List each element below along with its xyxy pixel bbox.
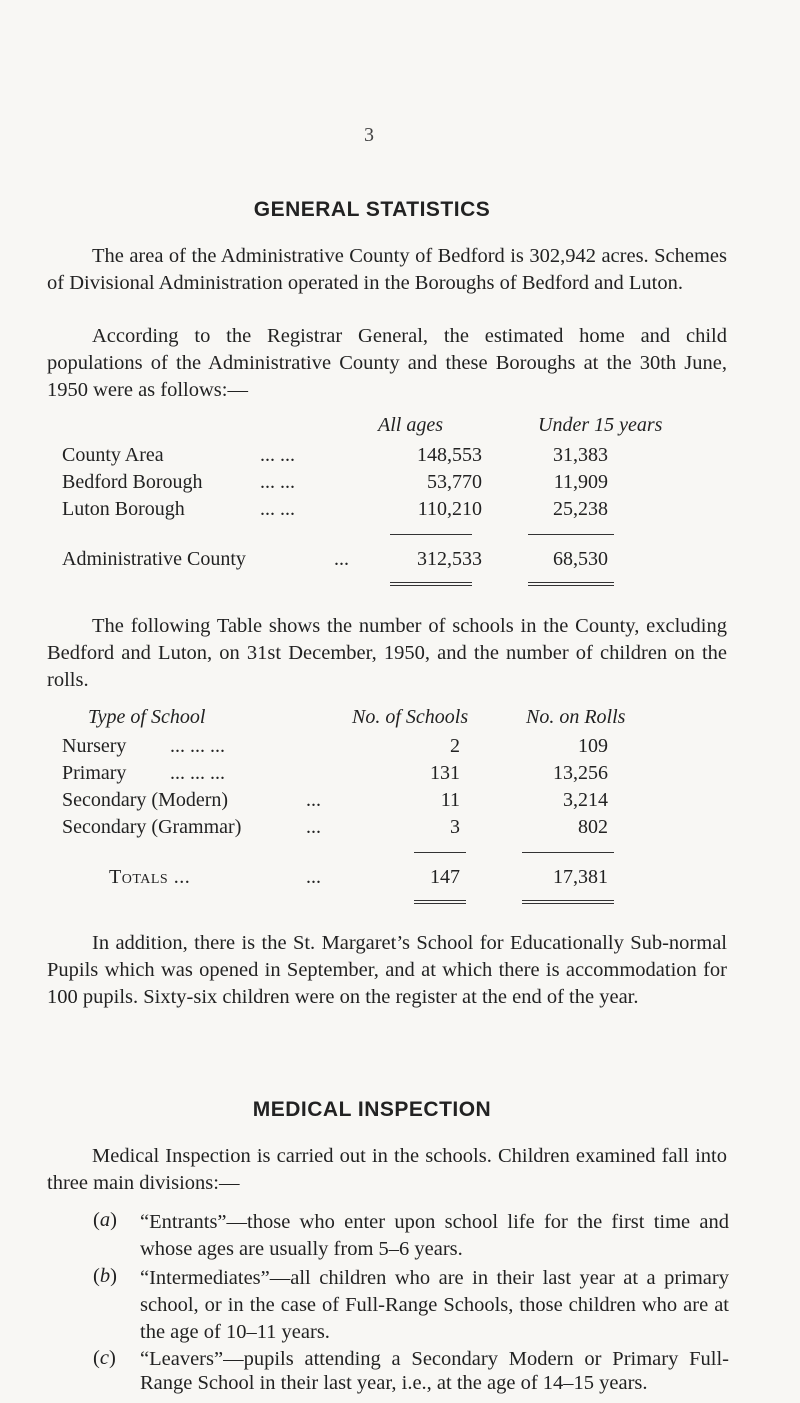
list-label: (b) [93,1265,117,1287]
total-double-rule [522,900,614,904]
total-under-15: 68,530 [553,548,608,570]
schools-count: 11 [440,789,460,811]
st-margarets-paragraph [47,930,727,1011]
population-text: According to the Registrar General, the estimated home and child populations of the Administrative County and these Boroughs at the 30th June, 1950 were as follows:— [47,325,727,401]
header-no-on-rolls: No. on Rolls [526,706,626,728]
total-label: Administrative County [62,548,246,570]
schools-count: 131 [430,762,460,784]
row-label: County Area [62,444,164,466]
schools-count: 3 [450,816,460,838]
row-dots: ... ... [260,444,295,466]
row-dots: ... [306,789,321,811]
under-15-value: 11,909 [553,471,608,493]
schools-intro-paragraph [47,613,727,694]
list-text: “Intermediates”—all children who are in their last year at a primary school, or in the case of Full-Range Schools, those children who are at the age of 10–11 years. [140,1267,729,1343]
rolls-count: 3,214 [563,789,608,811]
area-paragraph [47,243,727,297]
totals-dots: ... [306,866,321,888]
total-double-rule [528,582,614,586]
all-ages-value: 148,553 [417,444,482,466]
all-ages-value: 110,210 [417,498,482,520]
page-number: 3 [364,124,374,146]
st-margarets-text: In addition, there is the St. Margaret’s School for Educationally Sub-normal Pupils which was opened in September, and at which there is accommodation for 100 pupils. Sixty-six children were on the register at the end of the year. [47,932,727,1008]
row-dots: ... ... [260,498,295,520]
total-dots: ... [334,548,349,570]
school-type: Secondary (Modern) [62,789,229,811]
medical-intro-paragraph [47,1143,727,1197]
school-type: Primary [62,762,127,784]
total-all-ages: 312,533 [417,548,482,570]
header-type-of-school: Type of School [88,706,206,728]
row-dots: ... ... [260,471,295,493]
header-under-15: Under 15 years [538,414,663,436]
header-all-ages: All ages [378,414,443,436]
population-paragraph [47,323,727,404]
row-label: Bedford Borough [62,471,203,493]
total-double-rule [414,900,466,904]
total-double-rule [390,582,472,586]
medical-intro-text: Medical Inspection is carried out in the schools. Children examined fall into three main divisions:— [47,1145,727,1194]
row-dots: ... [306,816,321,838]
area-text: The area of the Administrative County of Bedford is 302,942 acres. Schemes of Divisional Administration operated in the Boroughs of Bedford and Luton. [47,245,727,294]
row-dots: ... ... ... [170,762,225,784]
rolls-count: 109 [578,735,608,757]
row-dots: ... ... ... [170,735,225,757]
list-label: (a) [93,1209,117,1231]
subtotal-rule [390,534,472,535]
header-no-of-schools: No. of Schools [352,706,469,728]
row-label: Luton Borough [62,498,185,520]
subtotal-rule [414,852,466,853]
list-label: (c) [93,1347,116,1369]
medical-inspection-heading: MEDICAL INSPECTION [252,1098,492,1121]
general-statistics-heading: GENERAL STATISTICS [253,198,491,221]
schools-count: 2 [450,735,460,757]
subtotal-rule [528,534,614,535]
list-text: “Entrants”—those who enter upon school life for the first time and whose ages are usually from 5–6 years. [140,1211,729,1260]
under-15-value: 31,383 [553,444,608,466]
rolls-count: 802 [578,816,608,838]
totals-schools: 147 [430,866,460,888]
subtotal-rule [522,852,614,853]
totals-rolls: 17,381 [553,866,608,888]
rolls-count: 13,256 [553,762,608,784]
all-ages-value: 53,770 [427,471,482,493]
schools-intro-text: The following Table shows the number of schools in the County, excluding Bedford and Luton, on 31st December, 1950, and the number of children on the rolls. [47,615,727,691]
list-text: “Leavers”—pupils attending a Secondary Modern or Primary Full-Range School in their last year, i.e., at the age of 14–15 years. [140,1348,729,1394]
school-type: Secondary (Grammar) [62,816,242,838]
school-type: Nursery [62,735,127,757]
totals-label: Totals ... [109,866,191,888]
under-15-value: 25,238 [553,498,608,520]
